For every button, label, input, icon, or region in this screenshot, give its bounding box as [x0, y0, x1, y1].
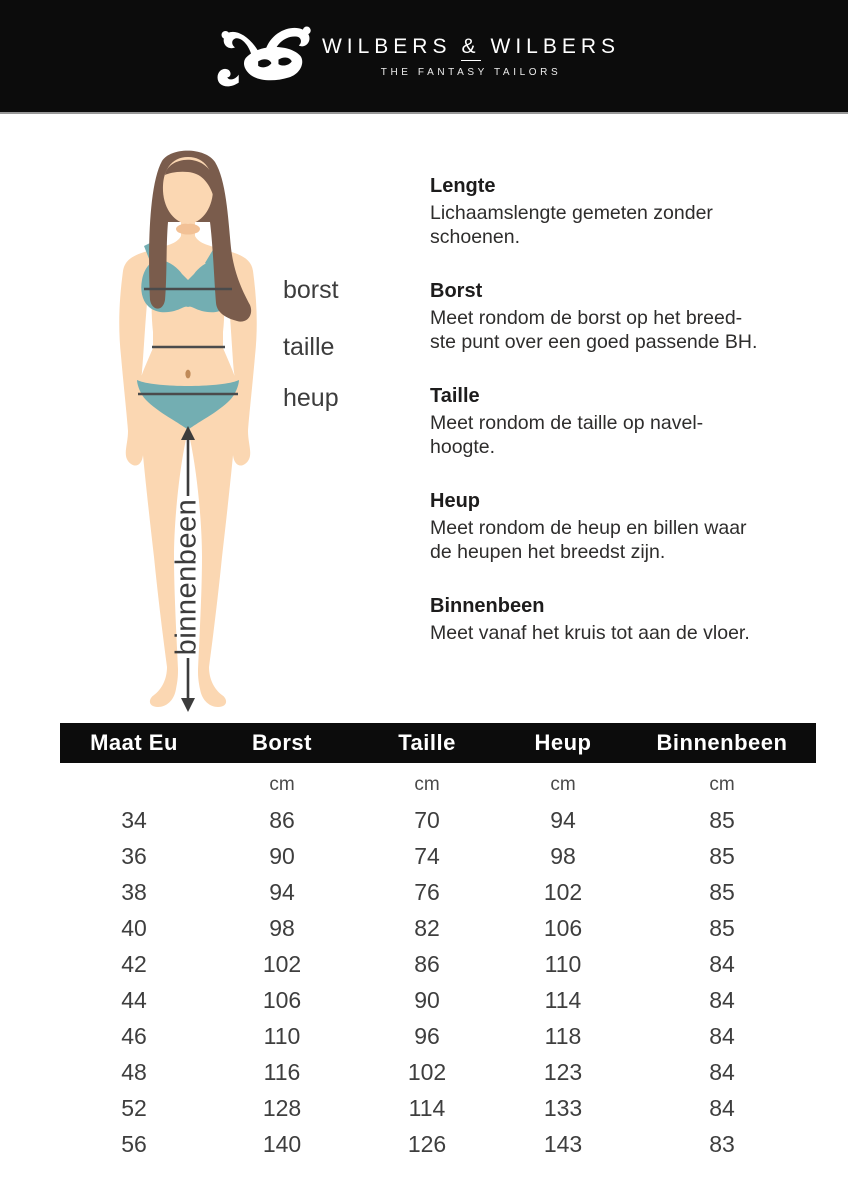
neck-shadow — [176, 224, 200, 235]
column-header: Taille — [356, 723, 498, 763]
borst-label: borst — [283, 276, 339, 304]
instruction-title: Binnenbeen — [430, 595, 545, 617]
taille-label: taille — [283, 333, 335, 361]
body-measurement-figure — [68, 128, 308, 728]
size-cell: 84 — [709, 1058, 735, 1085]
size-row — [60, 1054, 816, 1090]
size-cell: 90 — [269, 842, 295, 869]
size-cell: 126 — [407, 1130, 447, 1157]
size-cell: 118 — [544, 1022, 582, 1049]
size-cell: 123 — [543, 1058, 583, 1085]
instruction-text-line: schoenen. — [430, 225, 520, 248]
size-table-units-row — [60, 763, 816, 802]
size-cell: 42 — [121, 950, 147, 977]
size-row — [60, 1090, 816, 1126]
size-cell: 46 — [121, 1022, 147, 1049]
size-row — [60, 874, 816, 910]
size-cell: 102 — [407, 1058, 447, 1085]
instruction-title: Heup — [430, 490, 480, 512]
brand-text — [322, 35, 620, 78]
size-cell: 38 — [121, 878, 147, 905]
column-header: Heup — [498, 723, 628, 763]
jester-mask-icon — [214, 17, 320, 97]
size-row — [60, 910, 816, 946]
size-cell: 98 — [550, 842, 576, 869]
brand-ampersand: & — [461, 35, 480, 61]
size-table-body — [60, 802, 816, 1162]
size-table — [60, 723, 816, 1162]
brand-word-2: WILBERS — [490, 34, 621, 58]
size-cell: 114 — [544, 986, 582, 1013]
column-header: Borst — [208, 723, 356, 763]
size-cell: 83 — [709, 1130, 735, 1157]
heup-label: heup — [283, 384, 339, 412]
size-cell: 128 — [262, 1094, 302, 1121]
size-row — [60, 1018, 816, 1054]
binnenbeen-label: binnenbeen — [170, 498, 203, 656]
size-row — [60, 838, 816, 874]
brand-word-1: WILBERS — [321, 34, 452, 58]
instruction-title: Lengte — [430, 175, 496, 197]
instruction-text-line: Meet rondom de taille op navel- — [430, 412, 704, 434]
size-cell: 36 — [121, 842, 147, 869]
size-cell: 110 — [263, 1022, 301, 1049]
instruction-title: Taille — [430, 385, 480, 407]
size-cell: 94 — [269, 878, 295, 905]
size-cell: 140 — [262, 1130, 302, 1157]
instruction-text-line: Meet rondom de borst op het breed- — [430, 307, 743, 329]
size-cell: 85 — [709, 842, 735, 869]
instruction-section — [430, 489, 830, 564]
size-row — [60, 1126, 816, 1162]
size-cell: 98 — [269, 914, 295, 941]
size-cell: 76 — [414, 878, 440, 905]
instruction-text-line: Lichaamslengte gemeten zonder — [430, 202, 713, 224]
size-cell: 84 — [709, 986, 735, 1013]
instruction-text-line: Meet rondom de heup en billen waar — [430, 517, 747, 539]
size-cell: 94 — [550, 806, 576, 833]
instruction-text-line: de heupen het breedst zijn. — [430, 540, 666, 563]
size-row — [60, 946, 816, 982]
navel — [185, 370, 190, 379]
size-cell: 90 — [414, 986, 440, 1013]
instruction-section — [430, 174, 830, 249]
size-cell: 85 — [709, 806, 735, 833]
unit-cell — [60, 763, 208, 802]
size-cell: 143 — [543, 1130, 583, 1157]
unit-cell: cm — [414, 774, 440, 795]
brand — [214, 15, 620, 97]
size-cell: 102 — [262, 950, 302, 977]
brand-title — [322, 35, 620, 59]
size-cell: 56 — [121, 1130, 147, 1157]
size-cell: 133 — [543, 1094, 583, 1121]
size-cell: 102 — [543, 878, 583, 905]
unit-cell: cm — [269, 774, 295, 795]
size-cell: 106 — [262, 986, 302, 1013]
size-cell: 84 — [709, 1022, 735, 1049]
size-cell: 44 — [121, 986, 147, 1013]
size-cell: 52 — [121, 1094, 147, 1121]
header-bar — [0, 0, 848, 114]
instruction-section — [430, 279, 830, 354]
instruction-title: Borst — [430, 280, 483, 302]
size-cell: 40 — [121, 914, 147, 941]
size-cell: 86 — [414, 950, 440, 977]
instruction-text-line: Meet vanaf het kruis tot aan de vloer. — [430, 622, 750, 644]
size-cell: 106 — [543, 914, 583, 941]
size-row — [60, 802, 816, 838]
size-row — [60, 982, 816, 1018]
column-header: Maat Eu — [60, 723, 208, 763]
size-cell: 84 — [709, 1094, 735, 1121]
size-cell: 70 — [414, 806, 440, 833]
column-header: Binnenbeen — [628, 723, 816, 763]
instruction-section — [430, 594, 830, 646]
size-cell: 114 — [408, 1094, 446, 1121]
instruction-text-line: ste punt over een goed passende BH. — [430, 330, 758, 353]
size-cell: 116 — [263, 1058, 301, 1085]
size-cell: 74 — [414, 842, 440, 869]
brand-tagline: THE FANTASY TAILORS — [380, 66, 562, 78]
unit-cell: cm — [709, 774, 735, 795]
instruction-section — [430, 384, 830, 459]
size-cell: 110 — [544, 950, 582, 977]
size-cell: 85 — [709, 914, 735, 941]
size-cell: 48 — [121, 1058, 147, 1085]
unit-cell: cm — [550, 774, 576, 795]
size-cell: 85 — [709, 878, 735, 905]
size-cell: 86 — [269, 806, 295, 833]
size-cell: 34 — [121, 806, 147, 833]
size-table-header-row — [60, 723, 816, 763]
size-cell: 82 — [414, 914, 440, 941]
measurement-instructions — [430, 174, 830, 676]
size-cell: 96 — [414, 1022, 440, 1049]
size-cell: 84 — [709, 950, 735, 977]
instruction-text-line: hoogte. — [430, 435, 496, 458]
